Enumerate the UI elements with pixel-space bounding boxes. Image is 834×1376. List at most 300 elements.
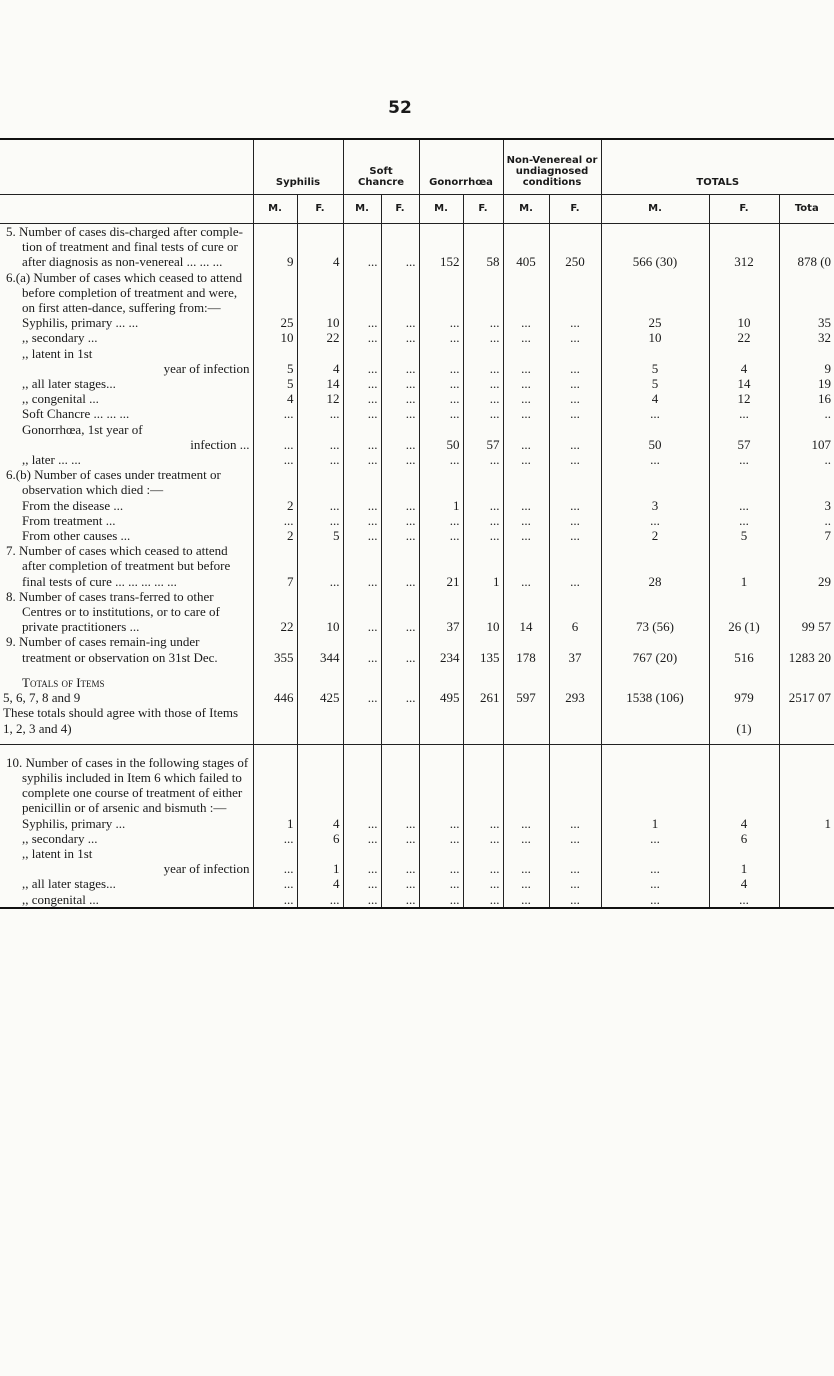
table-cell: ... (253, 406, 297, 421)
table-cell (779, 346, 834, 361)
table-cell: ... (297, 437, 343, 452)
table-cell: 3 (779, 498, 834, 513)
group-header-totals: TOTALS (601, 139, 834, 195)
table-cell: ... (463, 330, 503, 345)
table-cell: ... (503, 528, 549, 543)
table-cell: ... (297, 892, 343, 908)
table-cell: ... (463, 391, 503, 406)
table-cell (779, 846, 834, 861)
table-cell: ... (503, 330, 549, 345)
table-cell: 293 (549, 690, 601, 705)
table-row (0, 876, 834, 891)
table-cell: 344 (297, 634, 343, 664)
table-cell: ... (463, 361, 503, 376)
table-cell: 1 (253, 816, 297, 831)
table-cell: 7 (779, 528, 834, 543)
table-cell: 4 (709, 876, 779, 891)
table-cell: ... (381, 861, 419, 876)
table-cell (419, 467, 463, 497)
table-cell (297, 467, 343, 497)
table-cell (381, 422, 419, 437)
table-cell (601, 846, 709, 861)
totals-block (0, 665, 834, 755)
table-cell: ... (343, 452, 381, 467)
table-cell: 14 (709, 376, 779, 391)
table-cell: ... (503, 543, 549, 589)
table-cell (381, 467, 419, 497)
table-cell (253, 846, 297, 861)
table-cell: 12 (709, 391, 779, 406)
table-cell: 446 (253, 690, 297, 705)
row-label: ,, latent in 1st (22, 345, 93, 361)
table-cell: ... (463, 861, 503, 876)
table-row (0, 391, 834, 406)
table-cell: ... (463, 831, 503, 846)
table-cell: ... (419, 330, 463, 345)
sub-header: F. (463, 195, 503, 224)
table-cell: ... (549, 315, 601, 330)
table-cell: 4 (709, 361, 779, 376)
stub-header (0, 139, 253, 195)
table-cell (381, 846, 419, 861)
table-cell: ... (253, 876, 297, 891)
row-label: 10. Number of cases in the following stages of syphilis included in Item 6 which failed to complete one course of treatment of either penicillin or of arsenic and bismuth :— (6, 754, 249, 816)
table-cell: .. (779, 406, 834, 421)
totals-heading: Totals of Items (22, 674, 105, 690)
table-cell: ... (343, 330, 381, 345)
table-cell: 6 (709, 831, 779, 846)
table-cell (709, 467, 779, 497)
table-cell: 495 (419, 690, 463, 705)
table-cell: ... (253, 892, 297, 908)
table-cell (419, 346, 463, 361)
table-cell: 16 (779, 391, 834, 406)
table-cell: ... (253, 513, 297, 528)
table-cell: ... (381, 634, 419, 664)
table-cell: ... (343, 634, 381, 664)
table-cell: ... (381, 528, 419, 543)
sub-header: M. (503, 195, 549, 224)
table-cell: 4 (601, 391, 709, 406)
row-label: From other causes ... (22, 528, 131, 544)
table-cell: ... (419, 513, 463, 528)
table-row (0, 528, 834, 543)
table-row (0, 467, 834, 497)
table-cell (601, 467, 709, 497)
table-cell (503, 846, 549, 861)
table-cell: ... (297, 452, 343, 467)
table-cell: ... (343, 391, 381, 406)
row-label: Syphilis, primary ... ... (22, 315, 139, 331)
table-cell: ... (381, 892, 419, 908)
table-cell (503, 346, 549, 361)
table-cell (463, 467, 503, 497)
table-cell: 234 (419, 634, 463, 664)
table-cell: 4 (297, 816, 343, 831)
row-label: ,, secondary ... (22, 330, 98, 346)
table-cell: 425 (297, 690, 343, 705)
table-cell: 767 (20) (601, 634, 709, 664)
table-row (0, 315, 834, 330)
row-label: Gonorrhœa, 1st year of (22, 421, 143, 437)
table-cell: 10 (297, 589, 343, 635)
table-cell: ... (709, 406, 779, 421)
table-cell: ... (253, 831, 297, 846)
table-cell (503, 422, 549, 437)
table-cell: ... (463, 816, 503, 831)
group-header-non-venereal: Non-Venereal or undiagnosed conditions (503, 139, 601, 195)
table-cell (779, 876, 834, 891)
table-cell: ... (381, 690, 419, 705)
row-label: ,, all later stages... (22, 376, 116, 392)
table-cell (297, 846, 343, 861)
table-cell (381, 755, 419, 816)
table-cell: 5 (601, 376, 709, 391)
table-cell: ... (297, 513, 343, 528)
sub-header: M. (601, 195, 709, 224)
table-cell: ... (419, 361, 463, 376)
table-cell (779, 467, 834, 497)
row-label: year of infection (163, 360, 250, 376)
table-cell: ... (549, 437, 601, 452)
table-cell: ... (463, 315, 503, 330)
table-cell: 516 (709, 634, 779, 664)
table-cell (343, 270, 381, 316)
table-cell: 14 (297, 376, 343, 391)
table-cell: ... (381, 543, 419, 589)
table-cell: ... (463, 376, 503, 391)
table-cell: ... (343, 361, 381, 376)
table-row (0, 406, 834, 421)
table-cell: .. (779, 513, 834, 528)
row-label: 5. Number of cases dis-charged after comple-tion of treatment and final tests of cure or after diagnosis as non-venereal ... ... ... (6, 224, 243, 270)
table-cell: 2 (601, 528, 709, 543)
table-cell: ... (343, 543, 381, 589)
table-cell: 25 (601, 315, 709, 330)
table-cell: ... (381, 831, 419, 846)
table-cell (709, 346, 779, 361)
table-cell (549, 346, 601, 361)
table-row (0, 422, 834, 437)
sub-header: M. (419, 195, 463, 224)
row-label: Syphilis, primary ... (22, 815, 126, 831)
table-cell: ... (343, 406, 381, 421)
sub-header: F. (381, 195, 419, 224)
table-cell (549, 755, 601, 816)
table-cell: 5 (709, 528, 779, 543)
table-cell: ... (419, 816, 463, 831)
table-cell (463, 422, 503, 437)
table-cell: ... (601, 406, 709, 421)
table-cell: 10 (463, 589, 503, 635)
table-cell: ... (503, 498, 549, 513)
table-cell (601, 346, 709, 361)
row-label: ,, later ... ... (22, 452, 81, 468)
table-cell (419, 270, 463, 316)
table-cell (779, 892, 834, 908)
table-cell: ... (549, 861, 601, 876)
table-cell: ... (463, 892, 503, 908)
table-cell: 2517 07 (779, 690, 834, 705)
table-cell: 37 (419, 589, 463, 635)
sub-header: M. (253, 195, 297, 224)
row-label: ,, secondary ... (22, 830, 98, 846)
table-cell: ... (709, 498, 779, 513)
table-cell: 1 (297, 861, 343, 876)
table-cell (601, 270, 709, 316)
table-cell: ... (549, 543, 601, 589)
table-cell (463, 346, 503, 361)
table-cell: 9 (253, 224, 297, 270)
table-cell: 4 (709, 816, 779, 831)
table-cell: ... (297, 406, 343, 421)
table-cell: ... (381, 589, 419, 635)
table-cell: ... (601, 831, 709, 846)
row-label: year of infection (163, 861, 250, 877)
table-cell: ... (343, 690, 381, 705)
row-label: ,, congenital ... (0, 892, 253, 908)
table-cell (549, 422, 601, 437)
table-cell: ... (381, 224, 419, 270)
table-cell: 5 (297, 528, 343, 543)
table-cell: 4 (253, 391, 297, 406)
group-header-soft-chancre: Soft Chancre (343, 139, 419, 195)
table-cell: 1538 (106) (601, 690, 709, 705)
row-label: 6.(b) Number of cases under treatment or observation which died :— (6, 467, 221, 498)
table-cell: ... (381, 330, 419, 345)
row-label: ,, latent in 1st (22, 845, 93, 861)
table-row (0, 892, 834, 908)
table-cell: ... (463, 876, 503, 891)
table-cell (297, 422, 343, 437)
table-cell: 1 (779, 816, 834, 831)
table-cell (601, 422, 709, 437)
returns-table (0, 138, 834, 909)
table-cell: 25 (253, 315, 297, 330)
table-cell: 6 (549, 589, 601, 635)
table-cell: 22 (709, 330, 779, 345)
row-label: 9. Number of cases remain-ing under treatment or observation on 31st Dec. (6, 634, 218, 665)
table-cell: ... (503, 437, 549, 452)
sub-header: Tota (779, 195, 834, 224)
table-cell (709, 846, 779, 861)
table-cell: ... (253, 861, 297, 876)
table-cell: ... (343, 513, 381, 528)
table-cell: ... (419, 376, 463, 391)
table-cell: ... (343, 498, 381, 513)
table-cell: ... (381, 876, 419, 891)
table-cell: 35 (779, 315, 834, 330)
table-cell: 26 (1) (709, 589, 779, 635)
table-cell: 152 (419, 224, 463, 270)
table-cell (601, 755, 709, 816)
sub-header: F. (297, 195, 343, 224)
table-cell: ... (549, 376, 601, 391)
table-cell: ... (419, 452, 463, 467)
table-cell: ... (419, 892, 463, 908)
table-cell: ... (381, 361, 419, 376)
row-label: Soft Chancre ... ... ... (22, 406, 130, 422)
table-row (0, 589, 834, 635)
table-cell: 37 (549, 634, 601, 664)
table-cell: 57 (463, 437, 503, 452)
table-cell: ... (549, 876, 601, 891)
table-cell (463, 270, 503, 316)
table-cell: ... (549, 391, 601, 406)
table-cell: ... (463, 406, 503, 421)
table-cell: ... (253, 452, 297, 467)
row-label: 6.(a) Number of cases which ceased to attend before completion of treatment and were, on first atten-dance, suffering from:— (6, 269, 243, 316)
table-row (0, 513, 834, 528)
table-cell: 50 (601, 437, 709, 452)
table-cell: 4 (297, 876, 343, 891)
table-cell: ... (343, 861, 381, 876)
table-cell (253, 755, 297, 816)
table-cell (253, 270, 297, 316)
table-cell: ... (381, 452, 419, 467)
table-cell: ... (503, 376, 549, 391)
table-cell: ... (601, 513, 709, 528)
table-cell: 597 (503, 690, 549, 705)
table-row (0, 452, 834, 467)
table-cell: ... (381, 376, 419, 391)
table-cell: ... (343, 589, 381, 635)
table-cell: ... (549, 528, 601, 543)
row-label: 7. Number of cases which ceased to attend after completion of treatment but before final tests of cure ... ... ... ... ... (6, 543, 231, 589)
table-cell: 4 (297, 224, 343, 270)
table-cell: ... (503, 513, 549, 528)
table-row (0, 498, 834, 513)
table-cell: 10 (253, 330, 297, 345)
table-cell: ... (549, 831, 601, 846)
table-cell: ... (419, 528, 463, 543)
table-cell: ... (419, 315, 463, 330)
table-cell: 22 (253, 589, 297, 635)
table-cell: ... (549, 816, 601, 831)
table-cell: ... (463, 452, 503, 467)
table-cell: ... (343, 315, 381, 330)
table-cell: ... (503, 892, 549, 908)
table-cell (549, 846, 601, 861)
row-label: ,, all later stages... (22, 876, 116, 892)
table-row (0, 831, 834, 846)
table-cell (503, 755, 549, 816)
table-cell: ... (549, 452, 601, 467)
table-cell: ... (503, 406, 549, 421)
table-cell (381, 270, 419, 316)
table-row (0, 270, 834, 316)
table-cell (343, 755, 381, 816)
table-cell: 2 (253, 528, 297, 543)
table-cell: ... (343, 876, 381, 891)
table-cell: 19 (779, 376, 834, 391)
table-cell: 1283 20 (779, 634, 834, 664)
table-cell: 10 (601, 330, 709, 345)
table-cell: ... (601, 876, 709, 891)
table-cell (709, 270, 779, 316)
table-cell: 58 (463, 224, 503, 270)
table-cell (343, 346, 381, 361)
table-cell: ... (549, 361, 601, 376)
table-body-items-5-9 (0, 224, 834, 665)
table-cell: 50 (419, 437, 463, 452)
table-cell: ... (419, 861, 463, 876)
table-cell: ... (503, 831, 549, 846)
table-cell: 1 (601, 816, 709, 831)
table-cell: ... (503, 861, 549, 876)
table-cell (297, 270, 343, 316)
table-row (0, 634, 834, 664)
table-cell: 261 (463, 690, 503, 705)
table-cell: 73 (56) (601, 589, 709, 635)
stub-subheader (0, 195, 253, 224)
table-cell: ... (549, 513, 601, 528)
table-cell: ... (343, 376, 381, 391)
table-cell: ... (343, 224, 381, 270)
table-cell (503, 467, 549, 497)
table-cell: ... (463, 513, 503, 528)
table-cell: ... (709, 892, 779, 908)
table-cell (463, 846, 503, 861)
table-cell: ... (419, 876, 463, 891)
table-cell: 32 (779, 330, 834, 345)
table-cell: ... (419, 406, 463, 421)
table-row (0, 846, 834, 861)
table-cell: 28 (601, 543, 709, 589)
table-cell: ... (297, 498, 343, 513)
table-cell: ... (709, 452, 779, 467)
table-cell (343, 846, 381, 861)
group-header-syphilis: Syphilis (253, 139, 343, 195)
table-cell: ... (549, 406, 601, 421)
table-cell: 250 (549, 224, 601, 270)
table-cell: ... (549, 892, 601, 908)
table-cell (419, 846, 463, 861)
table-cell: ... (601, 892, 709, 908)
table-cell: (1) (709, 705, 779, 735)
table-cell: ... (381, 315, 419, 330)
table-cell (253, 467, 297, 497)
sub-header: M. (343, 195, 381, 224)
sub-header: F. (549, 195, 601, 224)
table-cell: 5 (253, 361, 297, 376)
page-number: 52 (388, 98, 412, 118)
table-cell: 5 (253, 376, 297, 391)
table-cell: 979 (709, 690, 779, 705)
table-cell: ... (463, 498, 503, 513)
table-cell (343, 467, 381, 497)
table-cell: 355 (253, 634, 297, 664)
sub-header: F. (709, 195, 779, 224)
table-cell: 9 (779, 361, 834, 376)
table-cell: 2 (253, 498, 297, 513)
table-cell (253, 346, 297, 361)
row-label: infection ... (190, 436, 250, 452)
table-cell: 135 (463, 634, 503, 664)
table-cell: 7 (253, 543, 297, 589)
table-cell: 10 (709, 315, 779, 330)
table-cell: 566 (30) (601, 224, 709, 270)
table-cell (503, 270, 549, 316)
row-label: 8. Number of cases trans-ferred to other Centres or to institutions, or to care of private practitioners ... (6, 588, 220, 635)
table-cell: 14 (503, 589, 549, 635)
table-cell: ... (503, 816, 549, 831)
table-cell: ... (381, 816, 419, 831)
table-cell (297, 346, 343, 361)
table-cell (381, 346, 419, 361)
table-cell: ... (709, 513, 779, 528)
table-cell: ... (503, 361, 549, 376)
